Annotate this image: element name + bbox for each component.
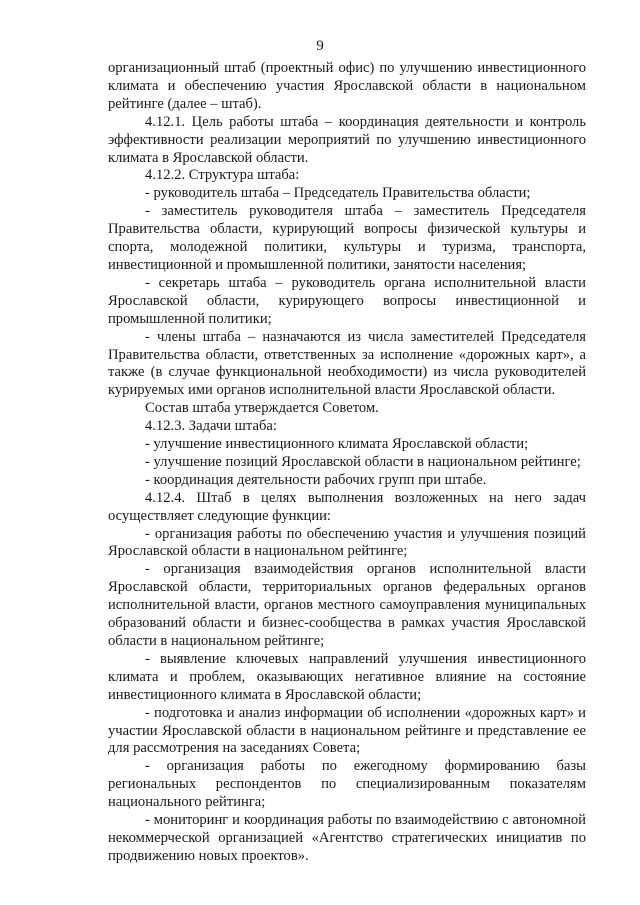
paragraph-4-12-2: 4.12.2. Структура штаба:: [145, 167, 300, 184]
paragraph-4-12-3: 4.12.3. Задачи штаба:: [145, 418, 277, 435]
list-item: - мониторинг и координация работы по взаимодействию с автономной некоммерческой организацией «Агентство стратегических инициатив по продвижению новых проектов».: [108, 812, 586, 864]
list-item: - улучшение инвестиционного климата Ярославской области;: [145, 436, 529, 453]
list-item: - организация взаимодействия органов исполнительной власти Ярославской области, территориальных органов федеральных органов исполнительной власти, органов местного самоуправления муниципальных образований области и бизнес-сообщества в рамках участия Ярославской области в национальном рейтинге;: [108, 561, 586, 649]
list-item: - выявление ключевых направлений улучшения инвестиционного климата и проблем, оказывающих негативное влияние на состояние инвестиционного климата в Ярославской области;: [108, 650, 586, 703]
list-item: - организация работы по обеспечению участия и улучшения позиций Ярославской области в национальном рейтинге;: [108, 525, 586, 560]
page-number: 9: [316, 38, 324, 54]
list-item: - члены штаба – назначаются из числа заместителей Председателя Правительства области, ответственных за исполнение «дорожных карт», а также (в случае функциональной необходимости) из числа руководителей курируемых ими органов исполнительной власти Ярославской области.: [108, 328, 586, 399]
list-item: - координация деятельности рабочих групп при штабе.: [145, 471, 487, 488]
list-item: - подготовка и анализ информации об исполнении «дорожных карт» и участии Ярославской области в национальном рейтинге и представление ее для рассмотрения на заседаниях Совета;: [108, 704, 586, 757]
paragraph-4-12-1: 4.12.1. Цель работы штаба – координация деятельности и контроль эффективности реализации мероприятий по улучшению инвестиционного климата в Ярославской области.: [108, 113, 586, 166]
list-item: - улучшение позиций Ярославской области в национальном рейтинге;: [145, 453, 581, 470]
document-body: [108, 60, 586, 866]
list-item: - руководитель штаба – Председатель Правительства области;: [145, 185, 531, 202]
paragraph-intro-continuation: организационный штаб (проектный офис) по улучшению инвестиционного климата и обеспечению участия Ярославской области в национальном рейтинге (далее – штаб).: [108, 60, 586, 112]
paragraph-composition: Состав штаба утверждается Советом.: [145, 400, 379, 417]
list-item: - организация работы по ежегодному формированию базы региональных респондентов по специализированным показателям национального рейтинга;: [108, 758, 586, 811]
list-item: - секретарь штаба – руководитель органа исполнительной власти Ярославской области, курирующего вопросы инвестиционной и промышленной политики;: [108, 274, 586, 327]
list-item: - заместитель руководителя штаба – заместитель Председателя Правительства области, курирующий вопросы физической культуры и спорта, молодежной политики, культуры и туризма, транспорта, инвестиционной и промышленной политики, занятости населения;: [108, 203, 586, 273]
paragraph-4-12-4: 4.12.4. Штаб в целях выполнения возложенных на него задач осуществляет следующие функции:: [108, 489, 586, 524]
